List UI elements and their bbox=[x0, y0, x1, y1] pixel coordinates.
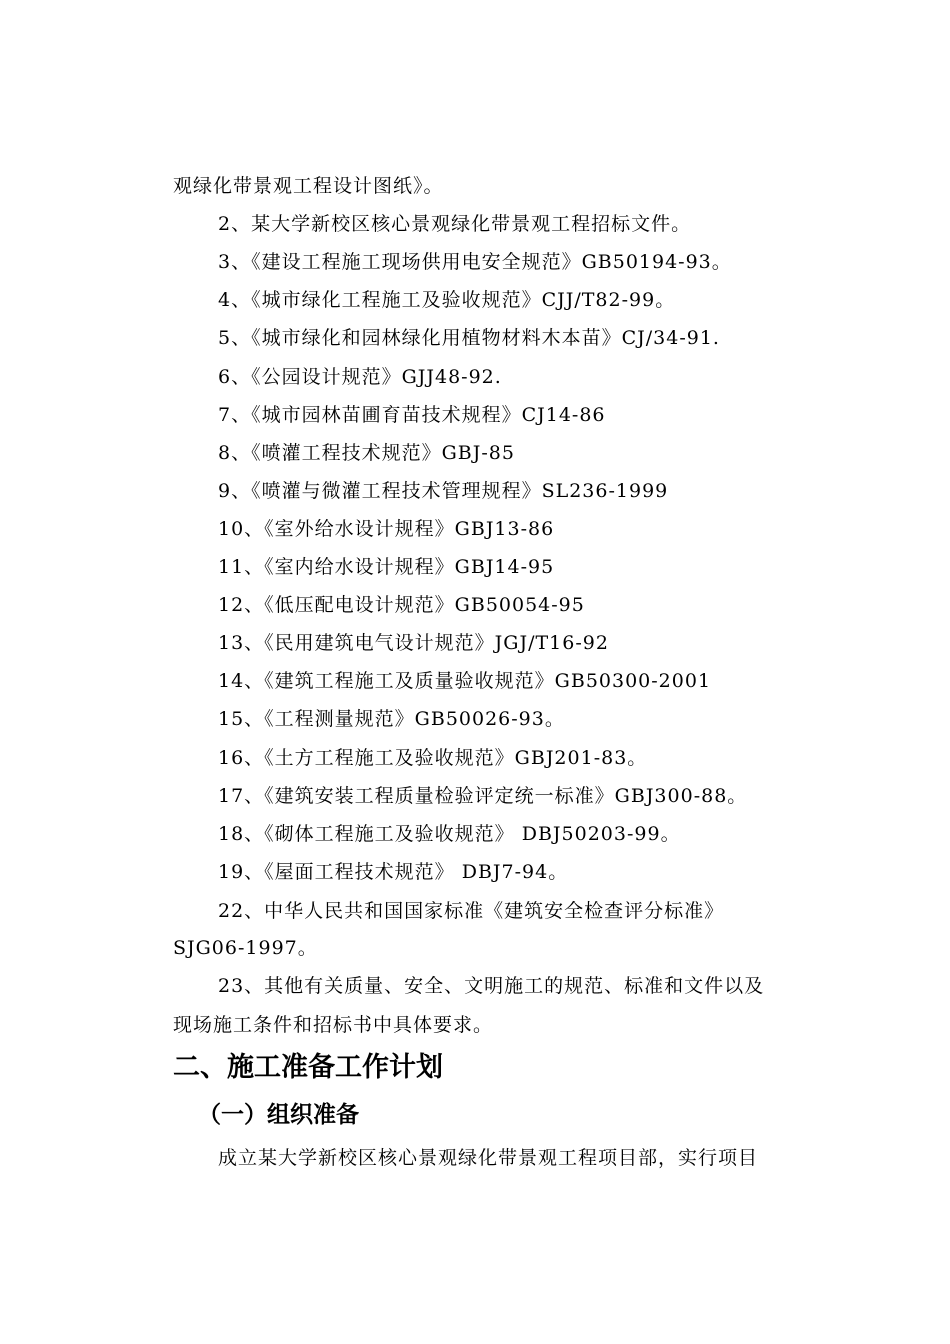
text-line: 观绿化带景观工程设计图纸》。 bbox=[173, 175, 444, 197]
text-line: 10、《室外给水设计规程》GBJ13-86 bbox=[218, 518, 555, 540]
text-line: 9、《喷灌与微灌工程技术管理规程》SL236-1999 bbox=[218, 480, 669, 502]
text-line: 23、其他有关质量、安全、文明施工的规范、标准和文件以及 bbox=[218, 975, 765, 997]
text-line: 13、《民用建筑电气设计规范》JGJ/T16-92 bbox=[218, 632, 609, 654]
text-line: 成立某大学新校区核心景观绿化带景观工程项目部，实行项目 bbox=[218, 1147, 759, 1169]
text-line: 18、《砌体工程施工及验收规范》 DBJ50203-99。 bbox=[218, 823, 681, 845]
section-heading: 二、施工准备工作计划 bbox=[173, 1052, 443, 1083]
text-line: SJG06-1997。 bbox=[173, 937, 318, 959]
text-line: 2、某大学新校区核心景观绿化带景观工程招标文件。 bbox=[218, 213, 692, 235]
text-line: 6、《公园设计规范》GJJ48-92. bbox=[218, 366, 502, 388]
text-line: 12、《低压配电设计规范》GB50054-95 bbox=[218, 594, 585, 616]
text-line: 14、《建筑工程施工及质量验收规范》GB50300-2001 bbox=[218, 670, 712, 692]
text-line: 7、《城市园林苗圃育苗技术规程》CJ14-86 bbox=[218, 404, 606, 426]
text-line: 5、《城市绿化和园林绿化用植物材料木本苗》CJ/34-91. bbox=[218, 327, 720, 349]
text-line: 现场施工条件和招标书中具体要求。 bbox=[173, 1014, 494, 1036]
subsection-heading: （一）组织准备 bbox=[198, 1102, 359, 1128]
text-line: 17、《建筑安装工程质量检验评定统一标准》GBJ300-88。 bbox=[218, 785, 748, 807]
text-line: 3、《建设工程施工现场供用电安全规范》GB50194-93。 bbox=[218, 251, 732, 273]
text-line: 11、《室内给水设计规程》GBJ14-95 bbox=[218, 556, 555, 578]
text-line: 15、《工程测量规范》GB50026-93。 bbox=[218, 708, 565, 730]
text-line: 4、《城市绿化工程施工及验收规范》CJJ/T82-99。 bbox=[218, 289, 676, 311]
text-line: 22、中华人民共和国国家标准《建筑安全检查评分标准》 bbox=[218, 900, 725, 922]
text-line: 16、《土方工程施工及验收规范》GBJ201-83。 bbox=[218, 747, 648, 769]
text-line: 8、《喷灌工程技术规范》GBJ-85 bbox=[218, 442, 515, 464]
text-line: 19、《屋面工程技术规范》 DBJ7-94。 bbox=[218, 861, 569, 883]
